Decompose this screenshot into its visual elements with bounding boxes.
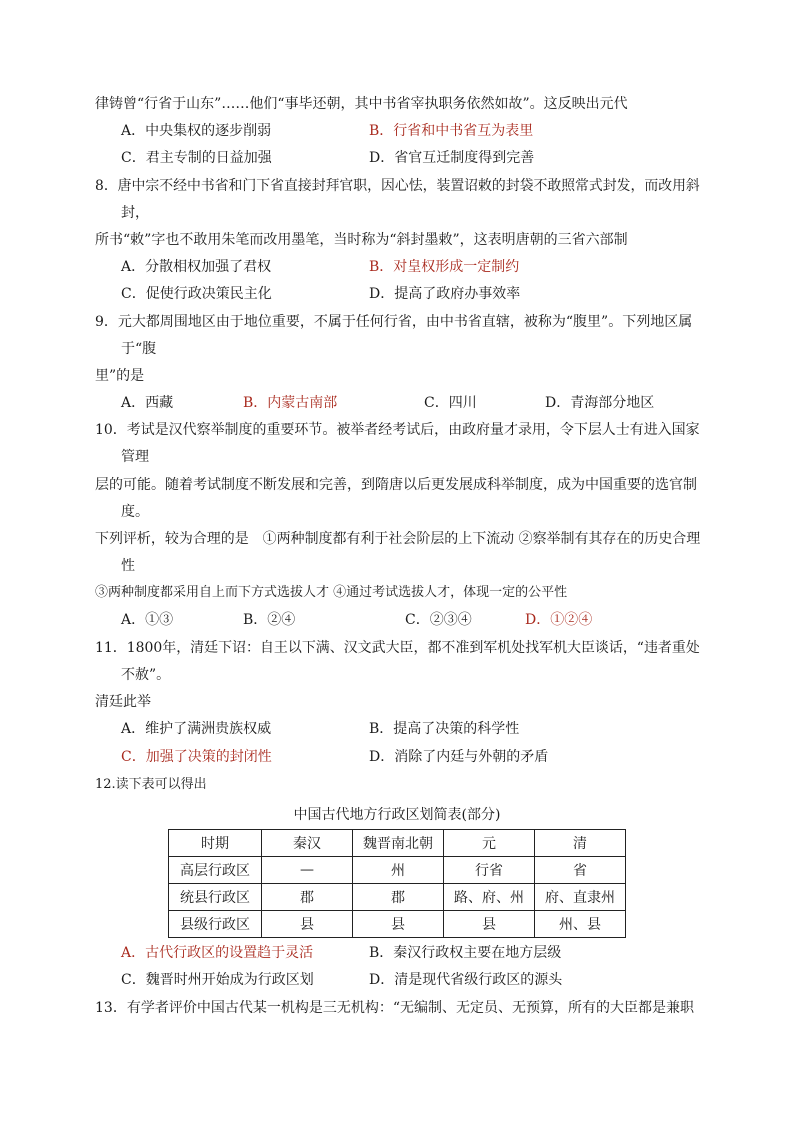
table-cell: 县 [262,911,353,938]
q10-option-d-answer: D．①②④ [525,612,593,628]
q8-stem-line3: 所书“敕”字也不敢用朱笔而改用墨笔，当时称为“斜封墨敕”，这表明唐朝的三省六部制 [95,232,628,248]
q10-stem-line1: 10．考试是汉代察举制度的重要环节。被举者经考试后，由政府量才录用，令下层人士有进入国家 [95,422,700,438]
q7-stem-tail: 律铸曾“行省于山东”……他们“事毕还朝，其中书省宰执职务依然如故”。这反映出元代 [95,96,628,112]
table-cell: 府、直隶州 [535,884,626,911]
q10-stem-line6: 性 [121,558,135,574]
table-cell: 州、县 [535,911,626,938]
q9-option-c: C．四川 [424,395,477,411]
q10-stem-line7: ③两种制度都采用自上而下方式选拔人才 ④通过考试选拔人才，体现一定的公平性 [95,585,568,600]
q7-option-b-answer: B．行省和中书省互为表里 [369,123,534,139]
q10-option-c: C．②③④ [405,612,472,628]
q12-option-d: D．清是现代省级行政区的源头 [369,972,563,988]
q11-option-a: A．维护了满洲贵族权威 [121,721,272,737]
table-row [169,884,626,911]
q11-option-b: B．提高了决策的科学性 [369,721,520,737]
q12-stem: 12.读下表可以得出 [95,777,207,792]
q9-option-d: D．青海部分地区 [545,395,655,411]
table-cell: 县 [444,911,535,938]
table-header-cell: 清 [535,830,626,857]
q10-stem-line3: 层的可能。随着考试制度不断发展和完善，到隋唐以后更发展成科举制度，成为中国重要的选官制 [95,477,697,493]
table-cell: 高层行政区 [169,857,262,884]
table-header-cell: 魏晋南北朝 [353,830,444,857]
table-row [169,857,626,884]
q10-stem-line5: 下列评析，较为合理的是 ①两种制度都有利于社会阶层的上下流动 ②察举制有其存在的历史合理 [95,531,701,547]
table-cell: 县 [353,911,444,938]
table-cell: 路、府、州 [444,884,535,911]
table-cell: 行省 [444,857,535,884]
q10-stem-line4: 度。 [121,504,149,520]
q11-option-d: D．消除了内廷与外朝的矛盾 [369,749,549,765]
q7-option-d: D．省官互迁制度得到完善 [369,150,535,166]
table-cell: 省 [535,857,626,884]
q13-stem-line1: 13．有学者评价中国古代某一机构是三无机构：“无编制、无定员、无预算，所有的大臣都是兼职 [95,1000,694,1016]
q9-option-a: A．西藏 [121,395,174,411]
table-header-cell: 时期 [169,830,262,857]
q11-stem-line1: 11．1800年，清廷下诏：自王以下满、汉文武大臣，都不准到军机处找军机大臣谈话，“违者重处 [95,640,700,656]
q8-option-b-answer: B．对皇权形成一定制约 [369,259,520,275]
q11-option-c-answer: C．加强了决策的封闭性 [121,749,272,765]
q8-stem-line2: 封， [121,205,149,221]
q9-stem-line1: 9．元大都周围地区由于地位重要，不属于任何行省，由中书省直辖，被称为“腹里”。下列地区属 [95,314,693,330]
table-cell: — [262,857,353,884]
q9-option-b-answer: B．内蒙古南部 [243,395,338,411]
admin-division-table [168,829,626,938]
q10-option-b: B．②④ [243,612,296,628]
q9-stem-line2: 于“腹 [121,341,157,357]
q7-option-c: C．君主专制的日益加强 [121,150,272,166]
q11-stem-line3: 清廷此举 [95,694,151,710]
q10-stem-line2: 管理 [121,449,149,465]
table-row [169,911,626,938]
table-header-row [169,830,626,857]
q11-stem-line2: 不赦”。 [121,667,171,683]
q12-option-c: C．魏晋时州开始成为行政区划 [121,972,314,988]
q8-option-c: C．促使行政决策民主化 [121,286,272,302]
q12-option-a-answer: A．古代行政区的设置趋于灵活 [121,945,314,961]
q9-stem-line3: 里”的是 [95,368,145,384]
q8-option-a: A．分散相权加强了君权 [121,259,272,275]
table-cell: 郡 [262,884,353,911]
table-cell: 县级行政区 [169,911,262,938]
table-caption: 中国古代地方行政区划简表(部分) [293,807,501,823]
q8-option-d: D．提高了政府办事效率 [369,286,521,302]
table-cell: 郡 [353,884,444,911]
q8-stem-line1: 8．唐中宗不经中书省和门下省直接封拜官职，因心怯，装置诏敕的封袋不敢照常式封发，而改用斜 [95,178,700,194]
table-header-cell: 秦汉 [262,830,353,857]
q10-option-a: A．①③ [121,612,174,628]
table-header-cell: 元 [444,830,535,857]
table-cell: 州 [353,857,444,884]
q7-option-a: A．中央集权的逐步削弱 [121,123,272,139]
table-cell: 统县行政区 [169,884,262,911]
q12-option-b: B．秦汉行政权主要在地方层级 [369,945,562,961]
